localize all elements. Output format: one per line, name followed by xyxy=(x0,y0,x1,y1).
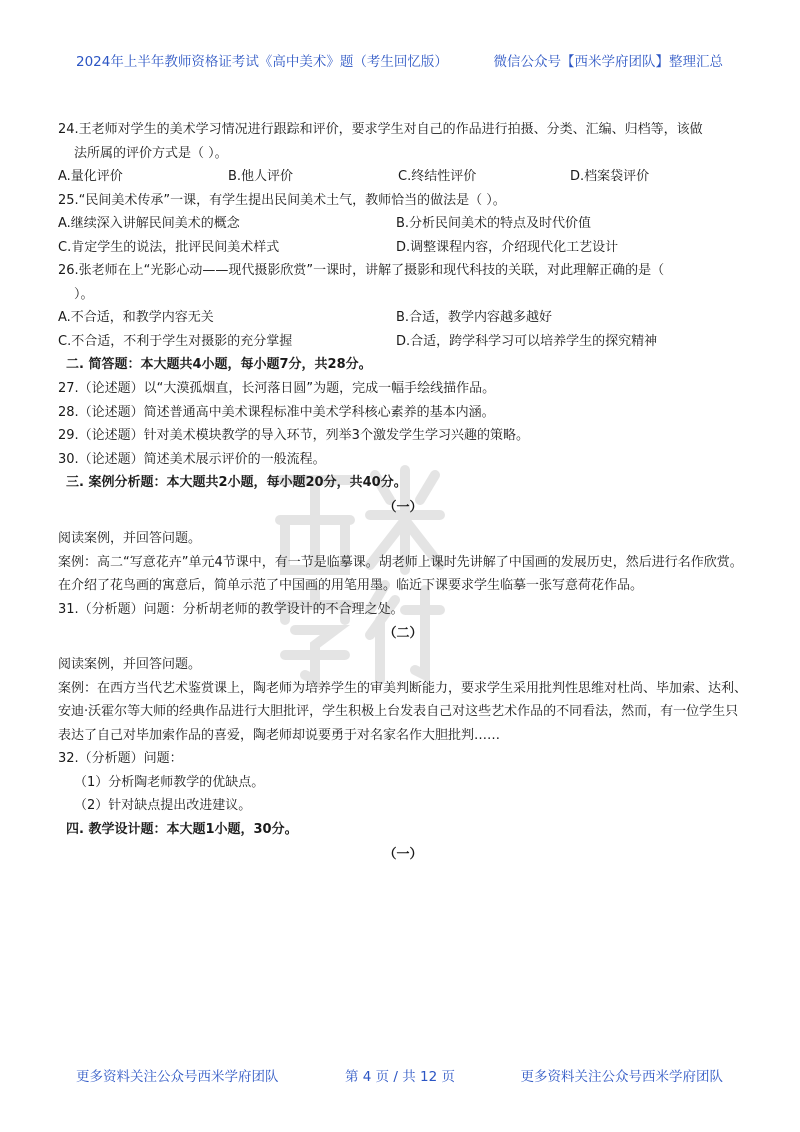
q26-option-c: C.不合适，不利于学生对摄影的充分掌握 xyxy=(58,333,293,349)
case2-title: （二） xyxy=(383,626,423,641)
case1-intro: 阅读案例，并回答问题。 xyxy=(58,531,202,546)
q26-options-row1 xyxy=(58,306,748,330)
case2-intro: 阅读案例，并回答问题。 xyxy=(58,657,202,672)
q28: 28.（论述题）简述普通高中美术课程标准中美术学科核心素养的基本内涵。 xyxy=(58,404,495,420)
q26-options-row2 xyxy=(58,330,748,354)
q24-stem: 24.王老师对学生的美术学习情况进行跟踪和评价，要求学生对自己的作品进行拍摄、分类、汇编、归档等，该做 xyxy=(58,122,703,137)
header-title: 2024年上半年教师资格证考试《高中美术》题（考生回忆版） xyxy=(76,54,448,70)
q31: 31.（分析题）问题：分析胡老师的教学设计的不合理之处。 xyxy=(58,601,404,617)
q32-sub2: （2）针对缺点提出改进建议。 xyxy=(74,798,252,813)
q25-option-b: B.分析民间美术的特点及时代价值 xyxy=(396,216,592,231)
case1-title: （一） xyxy=(383,500,423,515)
q30: 30.（论述题）简述美术展示评价的一般流程。 xyxy=(58,451,326,467)
q25-stem: 25.“民间美术传承”一课，有学生提出民间美术土气，教师恰当的做法是（ ）。 xyxy=(58,192,506,208)
q24-option-c: C.终结性评价 xyxy=(398,169,477,184)
q25-option-c: C.肯定学生的说法，批评民间美术样式 xyxy=(58,239,280,255)
q26-stem-cont: ）。 xyxy=(74,286,94,302)
q32-sub1: （1）分析陶老师教学的优缺点。 xyxy=(74,774,265,790)
case2-body: 案例：在西方当代艺术鉴赏课上，陶老师为培养学生的审美判断能力，要求学生采用批判性思维对杜尚、毕加索、达利、安迪·沃霍尔等大师的经典作品进行大胆批评，学生积极上台发表自己对这些艺术作品的不同看法，然而，有一位学生只表达了自己对毕加索作品的喜爱，陶老师却说要勇于对名家名作大胆批判…… xyxy=(58,680,748,743)
section-short-answer: 二. 简答题：本大题共4小题，每小题7分，共28分。 xyxy=(66,357,372,372)
q32-stem: 32.（分析题）问题： xyxy=(58,751,183,766)
q29: 29.（论述题）针对美术模块教学的导入环节，列举3个激发学生学习兴趣的策略。 xyxy=(58,428,529,443)
q25-option-d: D.调整课程内容，介绍现代化工艺设计 xyxy=(396,239,619,255)
page-number: 第 4 页 / 共 12 页 xyxy=(344,1069,456,1085)
q25-option-a: A.继续深入讲解民间美术的概念 xyxy=(58,216,240,231)
q27: 27.（论述题）以“大漠孤烟直，长河落日圆”为题，完成一幅手绘线描作品。 xyxy=(58,381,496,396)
q26-option-b: B.合适，教学内容越多越好 xyxy=(396,310,553,325)
q26-stem: 26.张老师在上“光影心动——现代摄影欣赏”一课时，讲解了摄影和现代科技的关联，对此理解正确的是（ xyxy=(58,263,665,278)
page-footer xyxy=(0,1065,800,1085)
q24-option-b: B.他人评价 xyxy=(228,169,294,184)
footer-right-note: 更多资料关注公众号西米学府团队 xyxy=(520,1069,723,1085)
page-header xyxy=(0,50,800,70)
case1-body: 案例：高二“写意花卉”单元4节课中，有一节是临摹课。胡老师上课时先讲解了中国画的发展历史，然后进行名作欣赏。在介绍了花鸟画的寓意后，简单示范了中国画的用笔用墨。临近下课要求学生临摹一张写意荷花作品。 xyxy=(58,554,743,593)
footer-left-note: 更多资料关注公众号西米学府团队 xyxy=(76,1069,279,1085)
q24-stem-cont: 法所属的评价方式是（ ）。 xyxy=(74,145,228,161)
section-case-analysis: 三. 案例分析题：本大题共2小题，每小题20分，共40分。 xyxy=(66,475,407,490)
q26-option-d: D.合适，跨学科学习可以培养学生的探究精神 xyxy=(396,333,658,349)
q24-option-a: A.量化评价 xyxy=(58,169,123,184)
section-teaching-design: 四. 教学设计题：本大题1小题，30分。 xyxy=(66,821,298,837)
q25-options-row1 xyxy=(58,212,748,236)
q24-options xyxy=(58,165,748,189)
header-source: 微信公众号【西米学府团队】整理汇总 xyxy=(493,54,723,70)
section4-sub-title: （一） xyxy=(383,846,423,862)
q26-option-a: A.不合适，和教学内容无关 xyxy=(58,310,214,325)
q24-option-d: D.档案袋评价 xyxy=(570,169,650,184)
q25-options-row2 xyxy=(58,236,748,260)
exam-content xyxy=(58,118,748,868)
